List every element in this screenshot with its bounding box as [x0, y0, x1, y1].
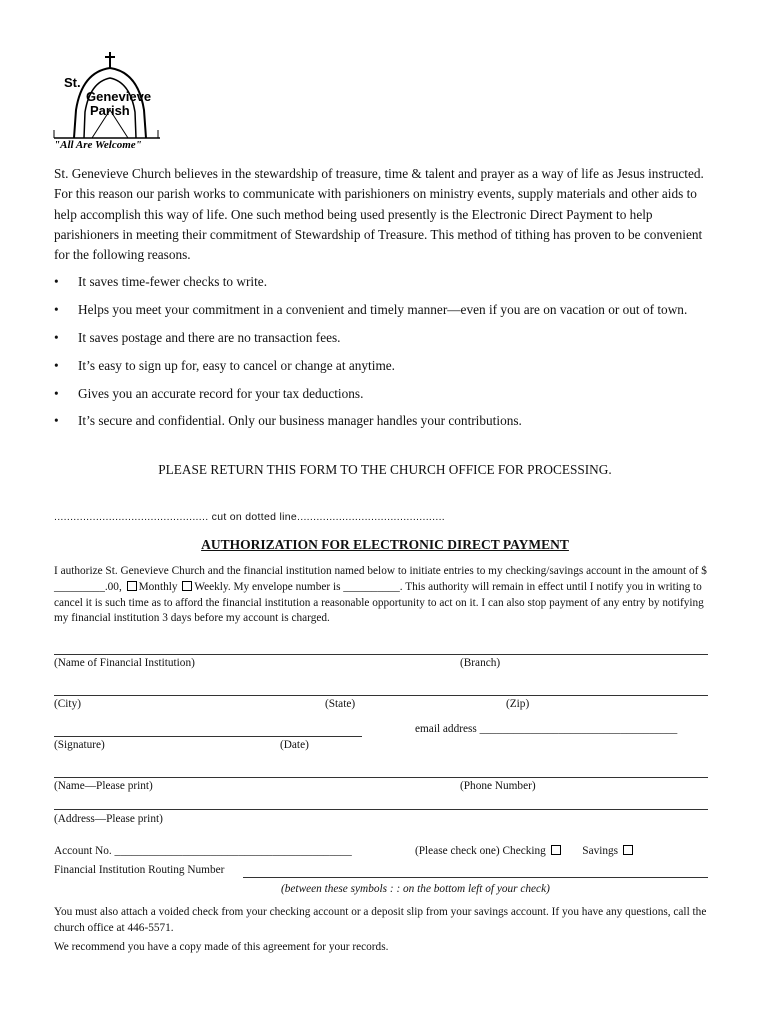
list-item: • It saves postage and there are no transaction fees.: [54, 328, 718, 348]
return-notice: PLEASE RETURN THIS FORM TO THE CHURCH OFFICE FOR PROCESSING.: [158, 462, 612, 477]
list-item: • It saves time-fewer checks to write.: [54, 272, 718, 292]
savings-checkbox[interactable]: [623, 845, 633, 855]
logo-line-2: Genevieve: [86, 89, 152, 104]
monthly-label: Monthly: [138, 580, 178, 593]
list-item: • Gives you an accurate record for your tax deductions.: [54, 384, 718, 404]
cut-line: ................................................ cut on dotted line..............................................: [54, 511, 446, 523]
name-label: (Name—Please print): [54, 780, 153, 792]
institution-label: (Name of Financial Institution): [54, 657, 195, 669]
institution-line[interactable]: [54, 654, 708, 655]
check-one-label: (Please check one) Checking: [415, 845, 546, 857]
authorization-title: AUTHORIZATION FOR ELECTRONIC DIRECT PAYMENT: [201, 537, 569, 552]
routing-hint: (between these symbols : : on the bottom left of your check): [281, 883, 550, 895]
attachment-note: You must also attach a voided check from your checking account or a deposit slip from your savings account. If you have any questions, call the church office at 446-5571.: [54, 906, 707, 934]
checking-checkbox[interactable]: [551, 845, 561, 855]
intro-paragraph: St. Genevieve Church believes in the stewardship of treasure, time & talent and prayer as a way of life as Jesus instructed. For this reason our parish works to communicate with parishioners on ministry events, supply materials and other aids to help accomplish this way of life. One such method being used presently is the Electronic Direct Payment to help parishioners in meeting their commitment of Stewardship of Treasure. This method of tithing has proven to be convenient for the following reasons.: [54, 166, 704, 263]
city-label: (City): [54, 698, 81, 710]
phone-label: (Phone Number): [460, 780, 536, 792]
logo-motto: "All Are Welcome": [54, 139, 142, 151]
authorization-text-part-1: I authorize St. Genevieve Church and the financial institution named below to initiate entries to my checking/savings account in the amount of $ _________.00,: [54, 565, 707, 593]
weekly-checkbox[interactable]: [182, 581, 192, 591]
address-line[interactable]: [54, 809, 708, 810]
account-number-field[interactable]: Account No. __________________________________________: [54, 845, 352, 857]
logo-line-1: St.: [64, 75, 81, 90]
authorization-text: [54, 564, 718, 627]
parish-logo: [52, 50, 164, 154]
zip-label: (Zip): [506, 698, 530, 710]
address-label: (Address—Please print): [54, 813, 163, 825]
copy-recommendation: We recommend you have a copy made of this agreement for your records.: [54, 941, 389, 953]
reasons-list: [54, 272, 718, 439]
city-line[interactable]: [54, 695, 708, 696]
email-field[interactable]: email address ___________________________________: [415, 723, 678, 735]
savings-label: Savings: [582, 845, 619, 857]
signature-line[interactable]: [54, 736, 362, 737]
branch-label: (Branch): [460, 657, 501, 669]
authorization-text-part-2: Weekly. My envelope number is __________. This authority will remain in effect until I notify you in writing to cancel it is such time as to afford the financial institution a reasonable opportunity to act on it. I can also stop payment of any entry by notifying my financial institution 3 days before my account is charged.: [54, 580, 704, 625]
account-type-selector: [415, 845, 635, 857]
logo-line-3: Parish: [90, 103, 130, 118]
list-item: • It’s secure and confidential. Only our business manager handles your contributions.: [54, 411, 718, 431]
list-item: • It’s easy to sign up for, easy to cancel or change at anytime.: [54, 356, 718, 376]
list-item: • Helps you meet your commitment in a convenient and timely manner—even if you are on vacation or out of town.: [54, 300, 718, 320]
routing-line[interactable]: [243, 877, 708, 878]
routing-label: Financial Institution Routing Number: [54, 864, 225, 876]
state-label: (State): [325, 698, 356, 710]
date-label: (Date): [280, 739, 309, 751]
monthly-checkbox[interactable]: [127, 581, 137, 591]
signature-label: (Signature): [54, 739, 105, 751]
name-line[interactable]: [54, 777, 708, 778]
